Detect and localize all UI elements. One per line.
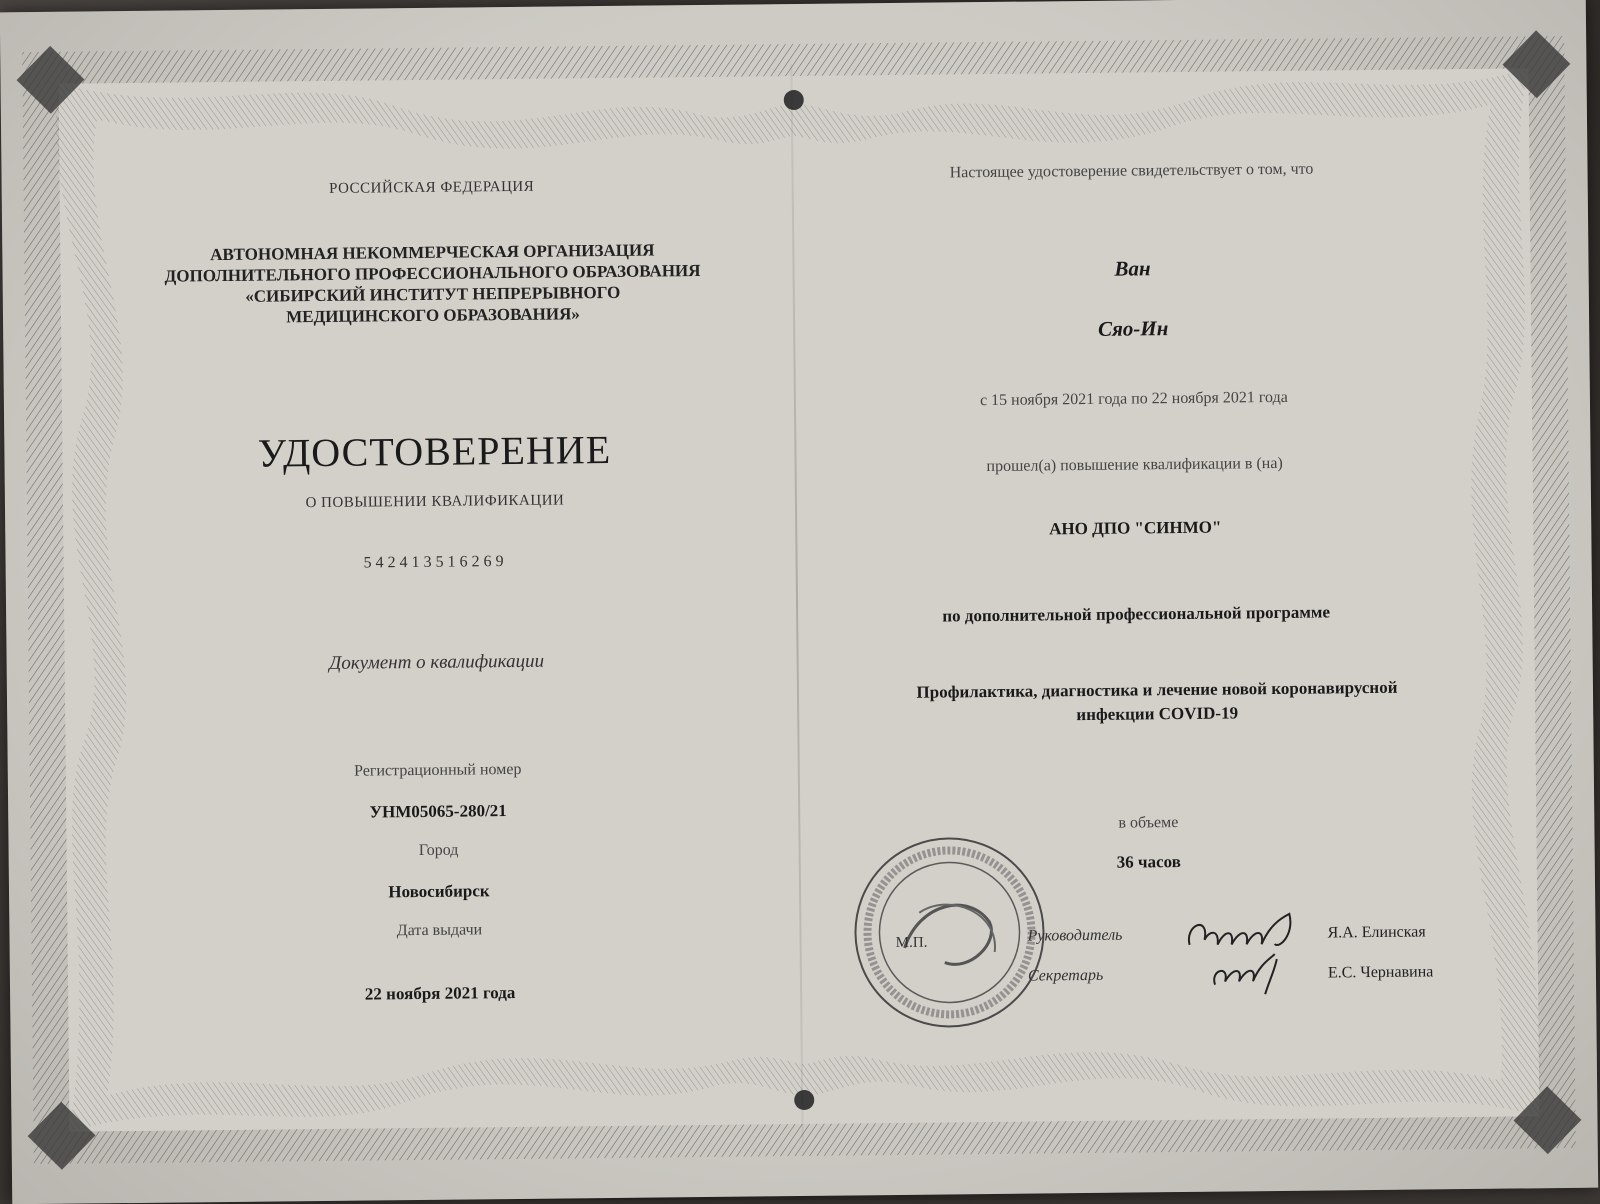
org-line-4: МЕДИЦИНСКОГО ОБРАЗОВАНИЯ»	[286, 304, 580, 327]
city-value: Новосибирск	[388, 881, 490, 902]
city-label: Город	[418, 841, 459, 859]
institution-name: АНО ДПО "СИНМО"	[1049, 517, 1222, 539]
org-line-2: ДОПОЛНИТЕЛЬНОГО ПРОФЕССИОНАЛЬНОГО ОБРАЗОВАНИЯ	[164, 261, 701, 286]
head-name: Я.А. Елинская	[1327, 923, 1426, 942]
given-name: Сяо-Ин	[1097, 316, 1169, 341]
document-title: УДОСТОВЕРЕНИЕ	[257, 426, 612, 476]
passed-text: прошел(а) повышение квалификации в (на)	[986, 454, 1283, 476]
surname: Ван	[1114, 256, 1151, 281]
hours-value: 36 часов	[1116, 852, 1181, 872]
org-line-3: «СИБИРСКИЙ ИНСТИТУТ НЕПРЕРЫВНОГО	[245, 282, 621, 306]
issue-date-label: Дата выдачи	[396, 921, 483, 940]
registration-label: Регистрационный номер	[353, 760, 522, 780]
head-label: Руководитель	[1027, 926, 1123, 945]
course-period: с 15 ноября 2021 года по 22 ноября 2021 года	[979, 388, 1288, 410]
official-stamp	[848, 831, 1050, 1033]
country-name: РОССИЙСКАЯ ФЕДЕРАЦИЯ	[329, 178, 535, 197]
issue-date: 22 ноября 2021 года	[364, 982, 516, 1004]
stamp-place-label: М.П.	[895, 934, 928, 952]
signature-secretary	[1205, 949, 1296, 1000]
program-name-line-1: Профилактика, диагностика и лечение новой коронавирусной	[916, 677, 1398, 702]
document-type: Документ о квалификации	[329, 650, 545, 674]
secretary-name: Е.С. Чернавина	[1327, 963, 1434, 982]
program-label: по дополнительной профессиональной программе	[942, 602, 1331, 626]
document-subtitle: О ПОВЫШЕНИИ КВАЛИФИКАЦИИ	[305, 492, 565, 512]
program-name-line-2: инфекции COVID-19	[1076, 703, 1239, 725]
secretary-label: Секретарь	[1027, 966, 1104, 985]
org-line-1: АВТОНОМНАЯ НЕКОММЕРЧЕСКАЯ ОРГАНИЗАЦИЯ	[210, 240, 655, 265]
registration-number: УНМ05065-280/21	[369, 801, 507, 822]
intro-text: Настоящее удостоверение свидетельствует о том, что	[949, 160, 1314, 182]
serial-number: 542413516269	[363, 553, 508, 572]
volume-label: в объеме	[1118, 814, 1179, 832]
